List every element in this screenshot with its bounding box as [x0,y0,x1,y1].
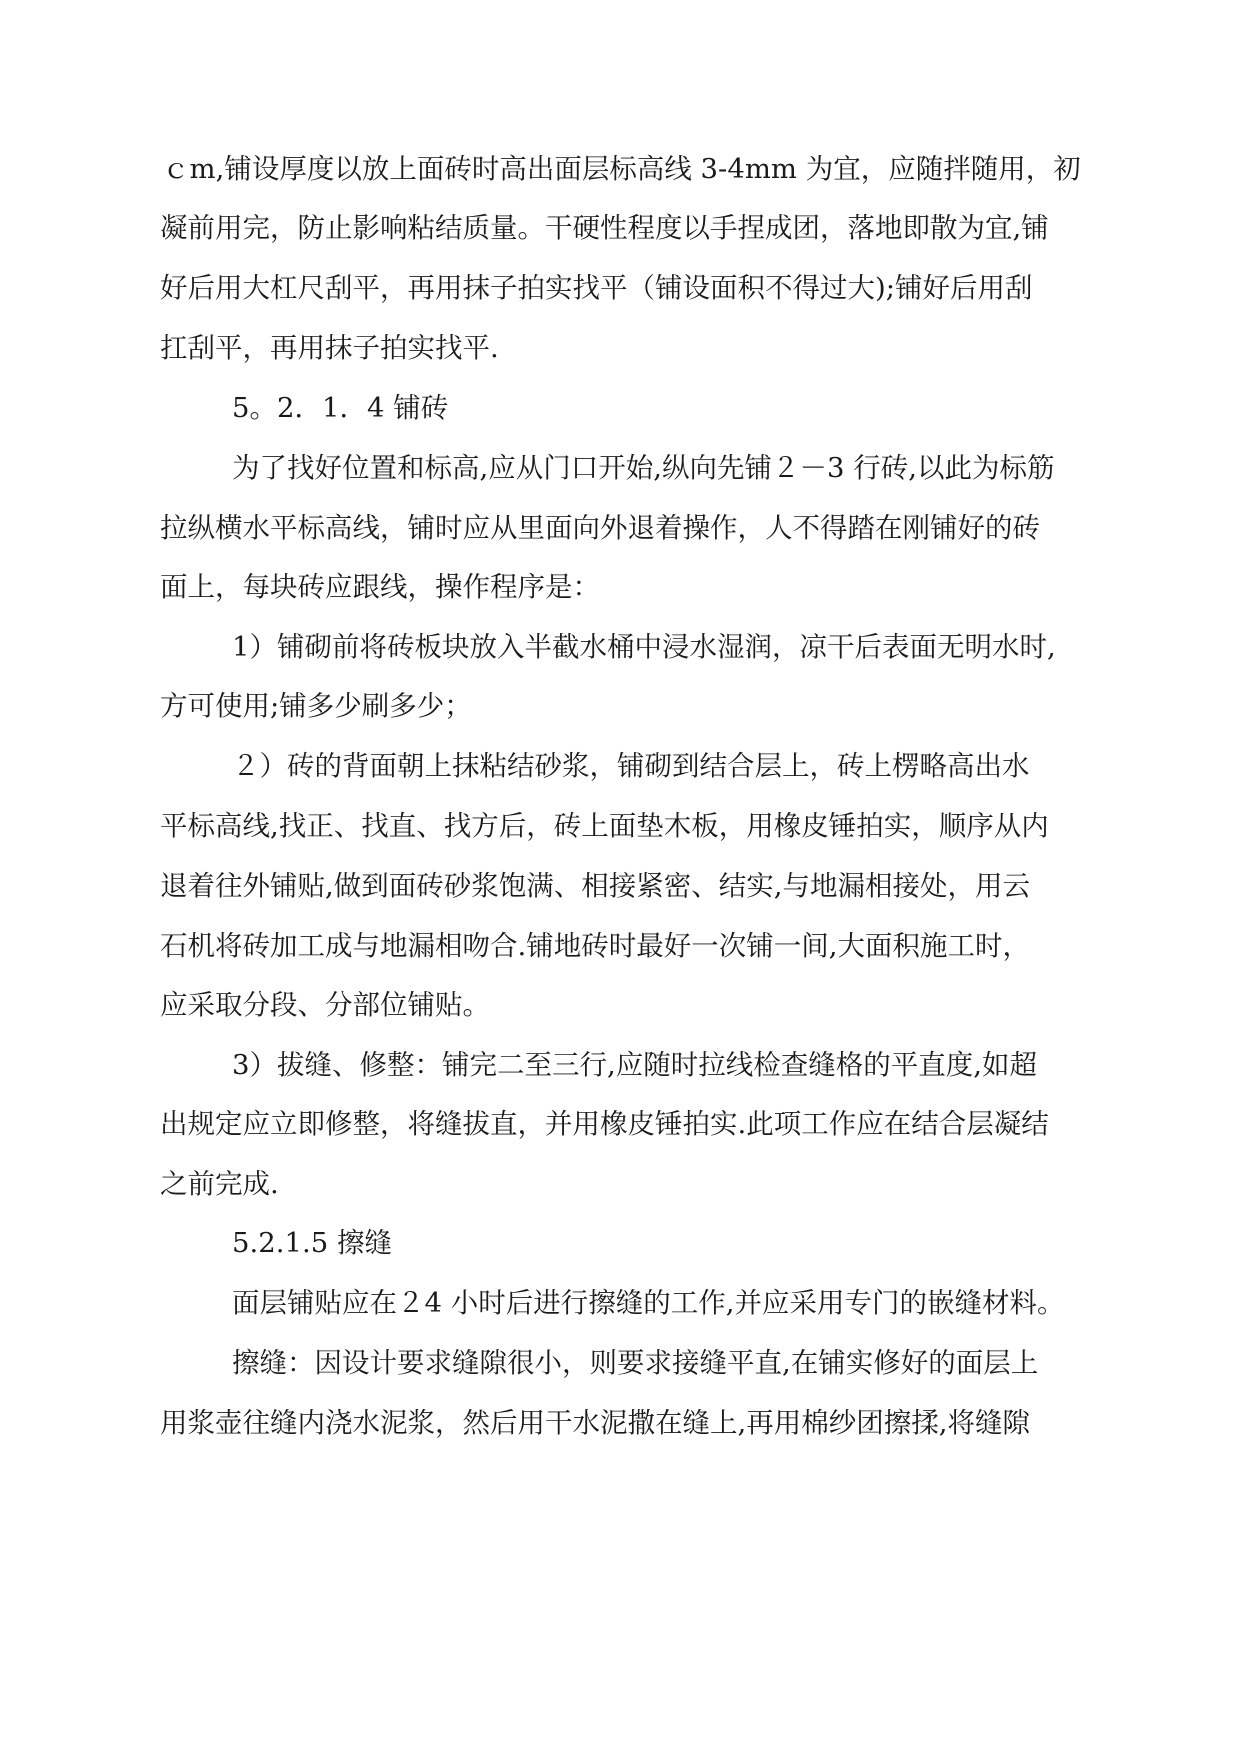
step-2-line-3: 退着往外铺贴,做到面砖砂浆饱满、相接紧密、结实,与地漏相接处，用云 [160,870,1030,902]
text-line-7: 拉纵横水平标高线，铺时应从里面向外退着操作，人不得踏在刚铺好的砖 [160,512,1040,544]
text-line-22: 用浆壶往缝内浇水泥浆，然后用干水泥撒在缝上,再用棉纱团擦揉,将缝隙 [160,1407,1030,1439]
section-heading-5-2-1-5: 5.2.1.5 擦缝 [232,1227,392,1259]
step-2-line-1: ２）砖的背面朝上抹粘结砂浆，铺砌到结合层上，砖上楞略高出水 [232,750,1030,782]
step-2-line-2: 平标高线,找正、找直、找方后，砖上面垫木板，用橡皮锤拍实，顺序从内 [160,810,1049,842]
text-line-3: 好后用大杠尺刮平，再用抹子拍实找平（铺设面积不得过大);铺好后用刮 [160,272,1033,304]
text-line-6: 为了找好位置和标高,应从门口开始,纵向先铺２－3 行砖,以此为标筋 [232,452,1055,484]
text-line-4: 扛刮平，再用抹子拍实找平. [160,332,499,364]
text-line-20: 面层铺贴应在２4 小时后进行擦缝的工作,并应采用专门的嵌缝材料。 [232,1287,1065,1319]
step-2-line-4: 石机将砖加工成与地漏相吻合.铺地砖时最好一次铺一间,大面积施工时， [160,930,1030,962]
step-3-line-1: 3）拔缝、修整：铺完二至三行,应随时拉线检查缝格的平直度,如超 [232,1049,1037,1081]
step-3-line-2: 出规定应立即修整，将缝拔直，并用橡皮锤拍实.此项工作应在结合层凝结 [160,1108,1049,1140]
step-3-line-3: 之前完成. [160,1168,279,1200]
text-line-1: ｃm,铺设厚度以放上面砖时高出面层标高线 3-4mm 为宜，应随拌随用，初 [162,153,1081,185]
text-line-2: 凝前用完，防止影响粘结质量。干硬性程度以手捏成团，落地即散为宜,铺 [160,212,1049,244]
step-1-line-1: 1）铺砌前将砖板块放入半截水桶中浸水湿润，凉干后表面无明水时, [232,631,1056,663]
section-heading-5-2-1-4: 5。2．1．4 铺砖 [232,392,449,424]
text-line-8: 面上，每块砖应跟线，操作程序是： [160,571,600,603]
text-line-21: 擦缝：因设计要求缝隙很小，则要求接缝平直,在铺实修好的面层上 [232,1347,1039,1379]
step-2-line-5: 应采取分段、分部位铺贴。 [160,989,490,1021]
step-1-line-2: 方可使用;铺多少刷多少； [160,690,472,722]
